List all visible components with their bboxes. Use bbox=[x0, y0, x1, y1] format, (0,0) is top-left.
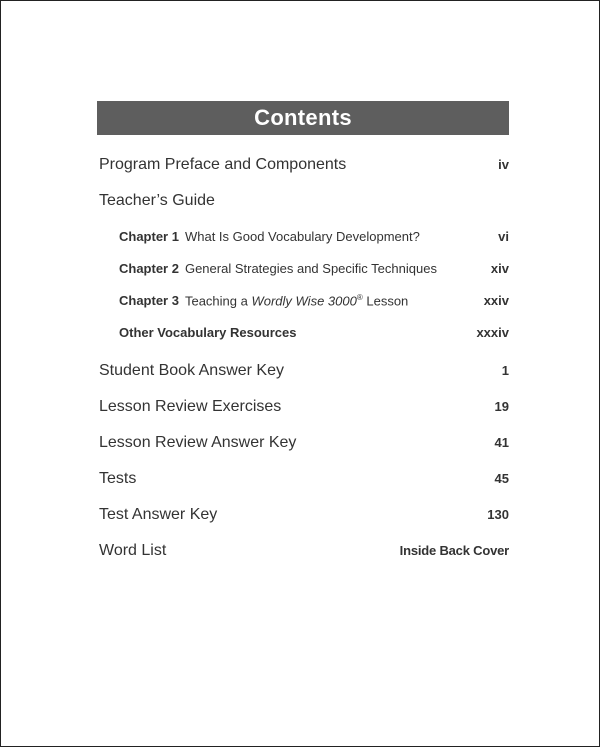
toc-entry-page: 19 bbox=[494, 399, 509, 414]
chapter-label: Chapter 2 bbox=[119, 261, 179, 276]
toc-entry-tests bbox=[99, 470, 509, 488]
toc-entry-title: Student Book Answer Key bbox=[99, 362, 284, 379]
toc-entry-title: Lesson Review Exercises bbox=[99, 398, 282, 415]
chapter-label: Chapter 1 bbox=[119, 229, 179, 244]
toc-entry-title: Other Vocabulary Resources bbox=[119, 325, 297, 340]
toc-entry-lesson-review bbox=[99, 398, 509, 416]
toc-entry-other-resources bbox=[119, 325, 509, 340]
toc-entry-page: Inside Back Cover bbox=[399, 543, 509, 558]
toc-entry-chapter-1 bbox=[119, 229, 509, 244]
toc-entry-page: xxxiv bbox=[476, 325, 509, 340]
toc-entry-page: 41 bbox=[494, 435, 509, 450]
toc-entry-page: 45 bbox=[494, 471, 509, 486]
page-title: Contents bbox=[254, 105, 352, 130]
toc-entry-student-key bbox=[99, 362, 509, 380]
book-title: Wordly Wise 3000 bbox=[251, 293, 357, 309]
toc-entry-page: xxiv bbox=[483, 293, 509, 309]
chapter-label: Chapter 3 bbox=[119, 293, 179, 309]
toc-entry-test-key bbox=[99, 506, 509, 524]
toc-entry-title: Teacher’s Guide bbox=[99, 192, 215, 209]
registered-mark: ® bbox=[356, 293, 363, 302]
contents-banner bbox=[97, 101, 509, 135]
toc-entry-chapter-2 bbox=[119, 261, 509, 276]
toc-entry-teachers-guide bbox=[99, 192, 509, 210]
toc-entry-title bbox=[119, 261, 437, 276]
chapter-title-post: Lesson bbox=[362, 293, 409, 309]
toc-entry-title: Tests bbox=[99, 470, 137, 487]
toc-entry-lesson-review-key bbox=[99, 434, 509, 452]
toc-entry-chapter-3 bbox=[119, 293, 509, 308]
toc-entry-page: xiv bbox=[490, 261, 509, 276]
toc-entry-page: iv bbox=[498, 157, 509, 172]
toc-entry-title: Lesson Review Answer Key bbox=[99, 434, 297, 451]
toc-entry-preface bbox=[99, 156, 509, 174]
toc-entry-page: 130 bbox=[487, 507, 509, 522]
toc-entry-page: 1 bbox=[501, 363, 509, 378]
toc-entry-title bbox=[119, 229, 420, 244]
chapter-title: General Strategies and Specific Techniques bbox=[184, 261, 437, 276]
chapter-title: What Is Good Vocabulary Development? bbox=[184, 229, 420, 244]
toc-entry-title: Program Preface and Components bbox=[99, 156, 347, 173]
chapter-title-pre: Teaching a bbox=[184, 293, 252, 309]
toc-entry-title: Test Answer Key bbox=[99, 506, 218, 523]
toc-entry-title bbox=[119, 293, 408, 308]
toc-entry-title: Word List bbox=[99, 542, 167, 559]
toc-entry-word-list bbox=[99, 542, 509, 560]
toc-entry-page: vi bbox=[498, 229, 509, 244]
